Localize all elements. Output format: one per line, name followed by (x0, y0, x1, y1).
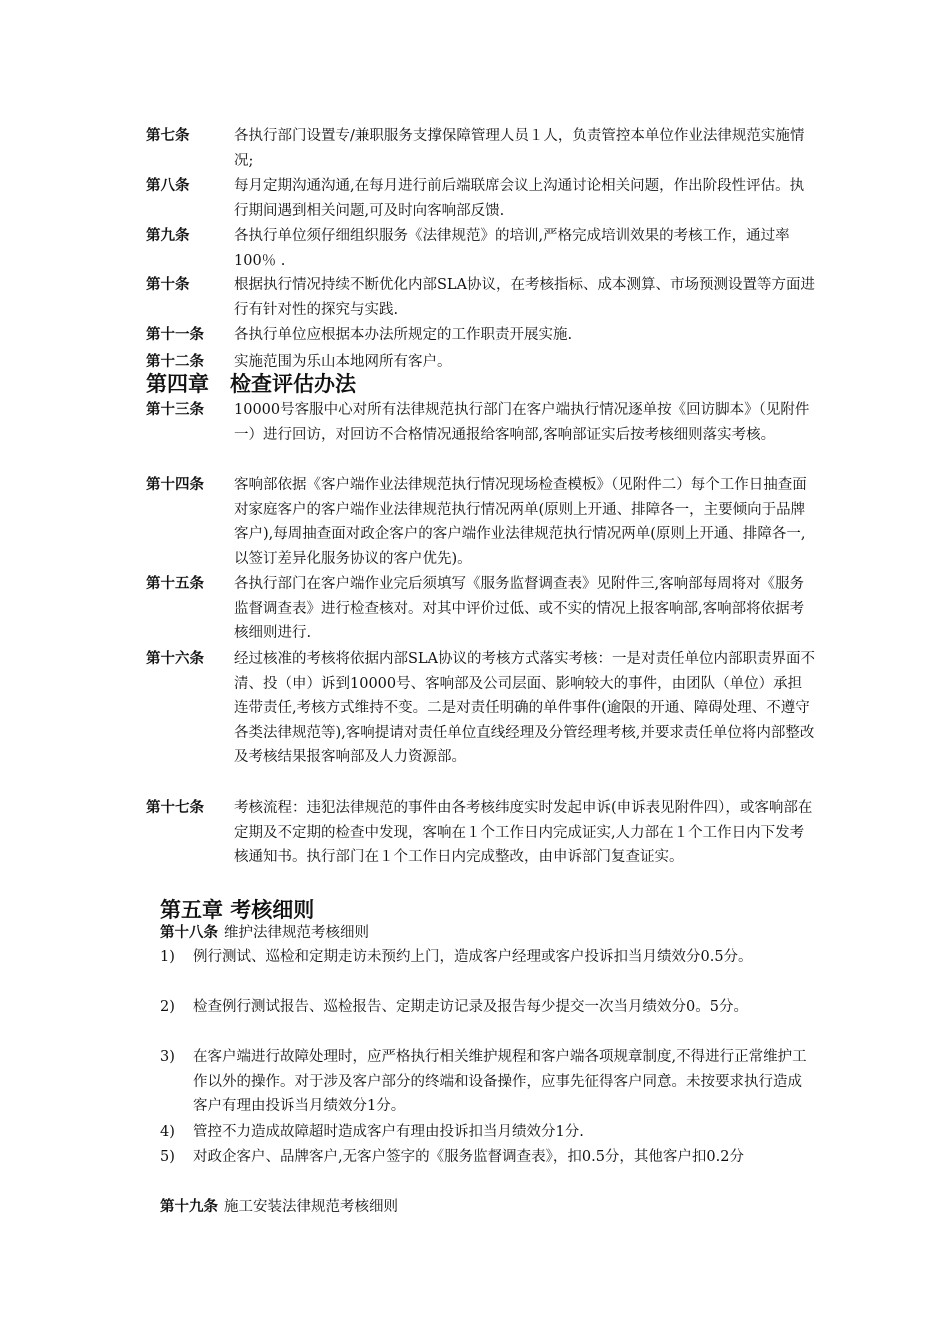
article-text: 各执行单位应根据本办法所规定的工作职责开展实施. (234, 327, 573, 343)
item-number: 5) (160, 1149, 175, 1165)
article-text: 实施范围为乐山本地网所有客户。 (234, 354, 452, 370)
article-text: 维护法律规范考核细则 (224, 925, 369, 941)
article-18 (160, 921, 800, 945)
article-11 (146, 323, 816, 348)
article-text: 考核流程：违犯法律规范的事件由各考核纬度实时发起申诉(申诉表见附件四），或客响部在定期及不定期的检查中发现，客响在１个工作日内完成证实,人力部在１个工作日内下发考核通知书。执行部门在１个工作日内完成整改，由申诉部门复查证实。 (234, 800, 813, 866)
article-label: 第十八条 (160, 924, 218, 941)
article-text: 每月定期沟通沟通,在每月进行前后端联席会议上沟通讨论相关问题，作出阶段性评估。执行期间遇到相关问题,可及时向客响部反馈. (234, 178, 805, 219)
article-text: 各执行部门在客户端作业完后须填写《服务监督调查表》见附件三,客响部每周将对《服务监督调查表》进行检查核对。对其中评价过低、或不实的情况上报客响部,客响部将依据考核细则进行. (234, 576, 805, 642)
item-text: 例行测试、巡检和定期走访未预约上门，造成客户经理或客户投诉扣当月绩效分0.5分。 (193, 949, 753, 965)
article-label: 第十七条 (146, 799, 204, 816)
item-text: 检查例行测试报告、巡检报告、定期走访记录及报告每少提交一次当月绩效分0。5分。 (193, 999, 748, 1015)
list-item (160, 1120, 815, 1145)
article-label: 第十三条 (146, 401, 204, 418)
article-text: 根据执行情况持续不断优化内部SLA协议，在考核指标、成本测算、市场预测设置等方面进行有针对性的探究与实践. (234, 277, 816, 318)
article-label: 第八条 (146, 177, 190, 194)
article-text: 施工安装法律规范考核细则 (224, 1199, 398, 1215)
article-14 (146, 473, 816, 571)
item-text: 在客户端进行故障处理时，应严格执行相关维护规程和客户端各项规章制度,不得进行正常维护工作以外的操作。对于涉及客户部分的终端和设备操作，应事先征得客户同意。未按要求执行造成客户有理由投诉当月绩效分1分。 (193, 1049, 807, 1115)
item-number: 1) (160, 949, 175, 965)
item-number: 2) (160, 999, 175, 1015)
article-label: 第七条 (146, 127, 190, 144)
item-number: 4) (160, 1124, 175, 1140)
article-text: 经过核准的考核将依据内部SLA协议的考核方式落实考核：一是对责任单位内部职责界面不清、投（申）诉到10000号、客响部及公司层面、影响较大的事件，由团队（单位）承担连带责任,考核方式维持不变。二是对责任明确的单件事件(逾限的开通、障碍处理、不遵守各类法律规范等),客响提请对责任单位直线经理及分管经理考核,并要求责任单位将内部整改及考核结果报客响部及人力资源部。 (234, 651, 816, 766)
article-label: 第十四条 (146, 476, 204, 493)
article-text: 10000号客服中心对所有法律规范执行部门在客户端执行情况逐单按《回访脚本》（见附件一）进行回访，对回访不合格情况通报给客响部,客响部证实后按考核细则落实考核。 (234, 402, 810, 443)
list-item (160, 1145, 815, 1170)
item-number: 3) (160, 1049, 175, 1065)
article-label: 第十九条 (160, 1198, 218, 1215)
article-label: 第九条 (146, 227, 190, 244)
article-label: 第十条 (146, 276, 190, 293)
list-item (160, 1045, 815, 1119)
list-item (160, 945, 815, 970)
article-7 (146, 124, 816, 173)
article-17 (146, 796, 816, 870)
article-16 (146, 647, 816, 770)
article-label: 第十一条 (146, 326, 204, 343)
article-10 (146, 273, 816, 322)
article-9 (146, 224, 816, 273)
article-13 (146, 398, 816, 447)
chapter-4-title: 第四章 检查评估办法 (146, 371, 356, 396)
article-8 (146, 174, 816, 223)
list-item (160, 995, 815, 1020)
article-text: 各执行单位须仔细组织服务《法律规范》的培训,严格完成培训效果的考核工作，通过率100％ . (234, 228, 790, 269)
article-15 (146, 572, 816, 646)
article-label: 第十二条 (146, 353, 204, 370)
item-text: 管控不力造成故障超时造成客户有理由投诉扣当月绩效分1分. (193, 1124, 584, 1140)
article-19 (160, 1195, 800, 1219)
article-label: 第十五条 (146, 575, 204, 592)
article-label: 第十六条 (146, 650, 204, 667)
article-text: 客响部依据《客户端作业法律规范执行情况现场检查模板》（见附件二）每个工作日抽查面对家庭客户的客户端作业法律规范执行情况两单(原则上开通、排障各一，主要倾向于品牌客户),每周抽查面对政企客户的客户端作业法律规范执行情况两单(原则上开通、排障各一,以签订差异化服务协议的客户优先)。 (234, 477, 807, 567)
article-text: 各执行部门设置专/兼职服务支撑保障管理人员１人，负责管控本单位作业法律规范实施情况; (234, 128, 805, 169)
chapter-5-title: 第五章 考核细则 (160, 897, 315, 922)
item-text: 对政企客户、品牌客户,无客户签字的《服务监督调查表》，扣0.5分，其他客户扣0.2分 (193, 1149, 744, 1165)
